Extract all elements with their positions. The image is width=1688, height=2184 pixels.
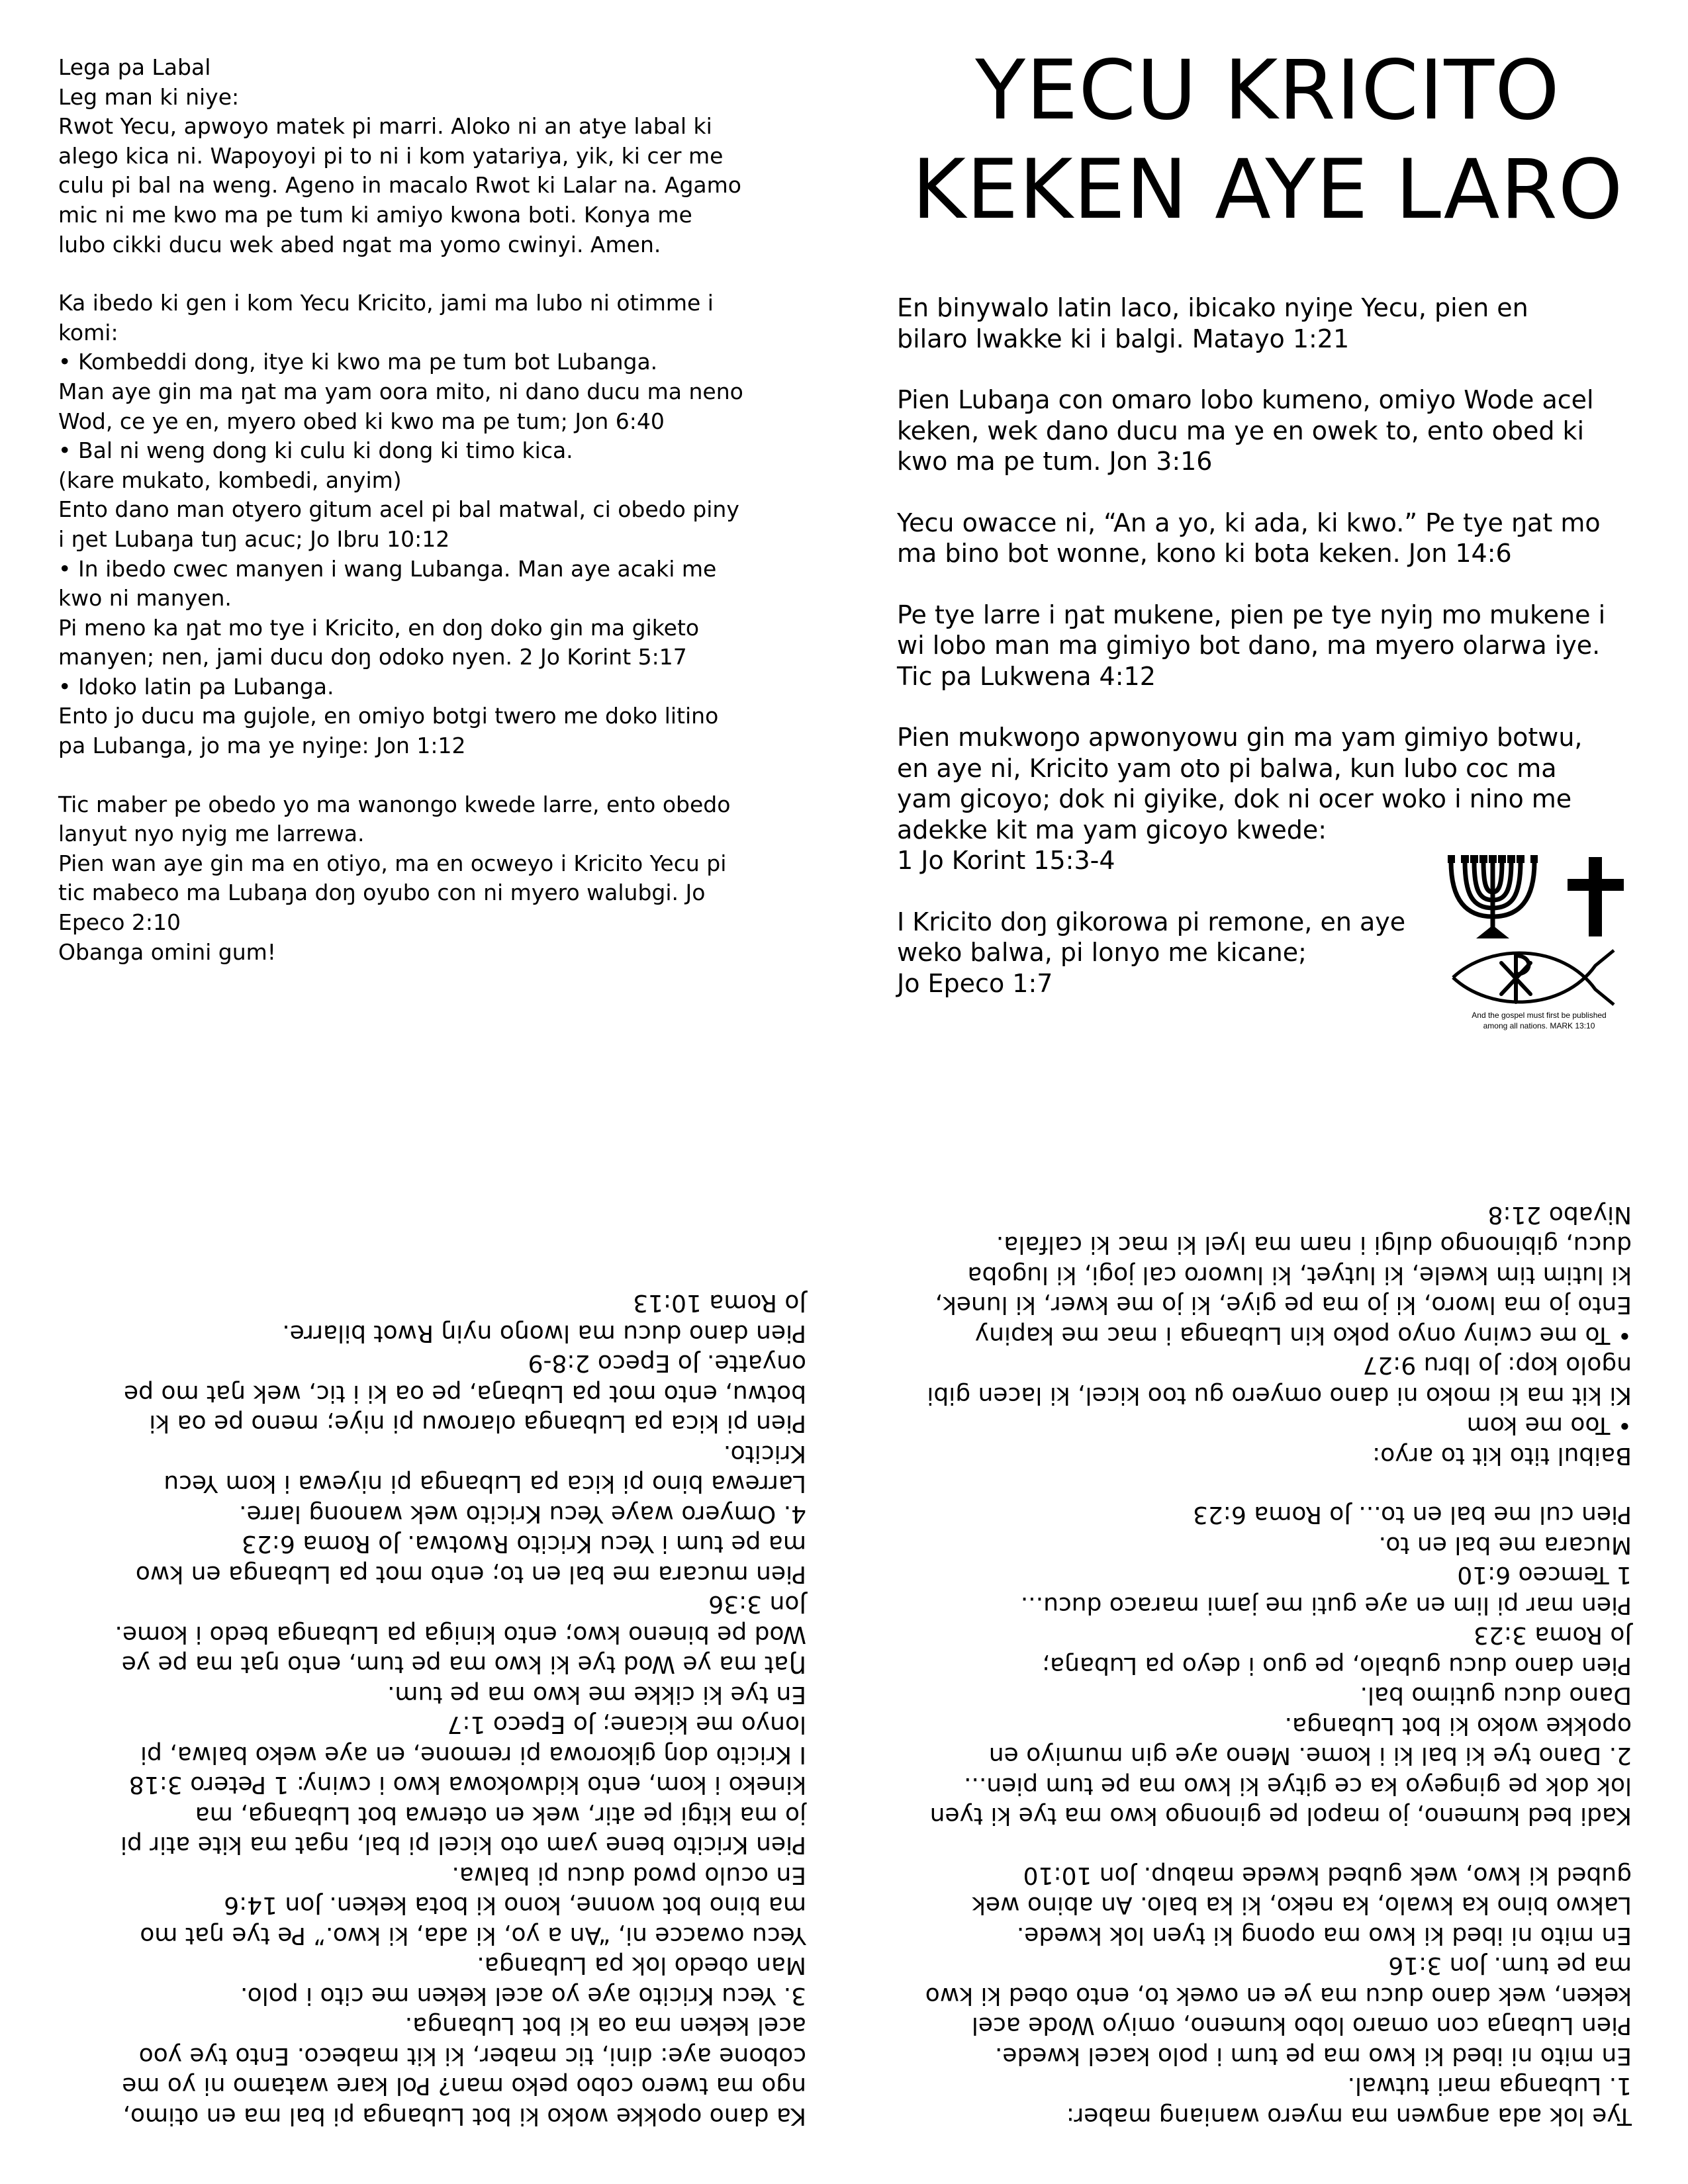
- truths-1-2-line: ngolo kop: Jo Ibru 9:27: [1362, 1351, 1632, 1379]
- truths-1-2-line: Pien Lubaŋa con omaro lobo kumeno, omiyo Wode acel: [971, 2012, 1632, 2040]
- verse-paragraph: [897, 600, 1638, 692]
- truths-3-4-line: I Kricito doŋ gikorowa pi remone, en aye weko balwa, pi: [140, 1741, 806, 1768]
- truths-1-2-line: Niyabo 21:8: [1487, 1201, 1632, 1228]
- verse-line: ma bino bot wonne, kono ki bota keken. Jon 14:6: [897, 539, 1512, 568]
- prayer-line: • Idoko latin pa Lubanga.: [58, 673, 334, 700]
- truths-3-4-line: acel keken ma oa ki bot Lubanga.: [404, 2012, 806, 2040]
- truths-3-4-line: Pien Kricito bene yam oto kicel pi bal, ngat ma kite atir pi: [120, 1831, 806, 1859]
- prayer-line: Rwot Yecu, apwoyo matek pi marri. Aloko ni an atye labal ki: [58, 113, 712, 140]
- verse-line: 1 Jo Korint 15:3-4: [897, 846, 1115, 875]
- truths-3-4-line: Jon 3:36: [708, 1590, 806, 1618]
- prayer-line: i ŋet Lubaŋa tuŋ acuc; Jo Ibru 10:12: [58, 525, 450, 552]
- prayer-line: • Bal ni weng dong ki culu ki dong ki timo kica.: [58, 437, 573, 464]
- truths-1-2-line: 1. Lubanga mari tutwal.: [1347, 2072, 1632, 2100]
- truths-1-2-line: 2. Dano tye ki bal ki i kome. Meno aye gin mumiyo en: [988, 1742, 1632, 1770]
- emblem-caption: [1446, 1010, 1632, 1031]
- title-line-1: YECU KRICITO: [975, 43, 1560, 138]
- truths-3-4-line: kineko i kom, ento kidwokowa kwo i cwiny: 1 Petero 3:18: [128, 1771, 806, 1799]
- prayer-line: culu pi bal na weng. Ageno in macalo Rwot ki Lalar na. Agamo: [58, 172, 741, 199]
- prayer-line: [58, 761, 806, 790]
- prayer-line: alego kica ni. Wapoyoyi pi to ni i kom yatariya, yik, ki cer me: [58, 142, 724, 169]
- truths-3-4-line: Yecu owacce ni, “An a yo, ki ada, ki kwo.” Pe tye ŋat mo: [140, 1922, 806, 1949]
- verse-line: bilaro lwakke ki i balgi. Matayo 1:21: [897, 324, 1350, 353]
- verse-line: Yecu owacce ni, “An a yo, ki ada, ki kwo.” Pe tye ŋat mo: [897, 508, 1601, 537]
- prayer-line: Ka ibedo ki gen i kom Yecu Kricito, jami ma lubo ni otimme i: [58, 290, 714, 316]
- ichthys-chi-rho-icon: [1450, 946, 1615, 1009]
- truths-1-2-line: lok dok pe gingeyo ka ce gitye ki kwo ma pe tum pien...: [963, 1772, 1632, 1799]
- truths-3-4-line: Ka dano opokke woko ki bot Lubanga pi bal ma en otimo,: [122, 2103, 806, 2130]
- truths-1-2-line: keken, wek dano ducu ma ye en owek to, ento obed ki kwo: [925, 1982, 1632, 2009]
- verse-line: Pien Lubaŋa con omaro lobo kumeno, omiyo Wode acel: [897, 385, 1594, 414]
- truths-1-2-line: Jo Roma 3:23: [1474, 1621, 1632, 1649]
- truths-3-4-line: Ŋat ma ye Wod tye ki kwo ma pe tum, ento ŋat ma pe ye: [121, 1651, 806, 1678]
- truths-3-4-line: botwu, ento mot pa Lubaŋa, pe oa ki i tic, wek ŋat mo pe: [124, 1380, 806, 1407]
- prayer-line: mic ni me kwo ma pe tum ki amiyo kwona boti. Konya me: [58, 201, 692, 228]
- verse-line: Pien mukwoŋo apwonyowu gin ma yam gimiyo botwu,: [897, 723, 1583, 752]
- truths-1-2-line: [897, 1471, 1632, 1500]
- verse-line: wi lobo man ma gimiyo bot dano, ma myero olarwa iye.: [897, 631, 1601, 660]
- prayer-line: (kare mukato, kombedi, anyim): [58, 467, 402, 493]
- verse-paragraph: [897, 508, 1638, 569]
- truths-1-2-line: Pien cul me bal en to... Jo Roma 6:23: [1192, 1501, 1632, 1529]
- truths-1-2-line: Ento jo ma lworo, ki jo ma pe giye, ki jo me kwer, ki lunek,: [935, 1291, 1632, 1319]
- truths-3-4-line: 4. Omyero waye Yecu Kricito wek wanong larre.: [239, 1500, 806, 1527]
- verse-line: yam gicoyo; dok ni giyike, dok ni ocer woko i nino me: [897, 784, 1572, 813]
- title-line-2: KEKEN AYE LARO: [912, 142, 1624, 238]
- truths-1-2-line: Lakwo bino ka kwalo, ka neko, ki ka balo. An abino wek: [972, 1891, 1632, 1919]
- prayer-line: pa Lubanga, jo ma ye nyiŋe: Jon 1:12: [58, 733, 466, 759]
- truths-1-2-line: Baibul tito kit to aryo:: [1372, 1442, 1632, 1469]
- verse-line: adekke kit ma yam gicoyo kwede:: [897, 815, 1327, 844]
- prayer-line: Man aye gin ma ŋat ma yam oora mito, ni dano ducu ma neno: [58, 378, 743, 404]
- prayer-line: • Kombeddi dong, itye ki kwo ma pe tum bot Lubanga.: [58, 349, 658, 375]
- prayer-line: Obanga omini gum!: [58, 938, 277, 965]
- christian-emblems: [1446, 854, 1632, 1046]
- prayer-line: manyen; nen, jami ducu doŋ odoko nyen. 2 Jo Korint 5:17: [58, 644, 687, 670]
- prayer-line: Wod, ce ye en, myero obed ki kwo ma pe tum; Jon 6:40: [58, 408, 665, 434]
- truths-1-2-line: Kadi bed kumeno, jo mapol pe ginongo kwo ma tye ki tyen: [929, 1802, 1632, 1830]
- truths-1-2-line: • To me cwiny onyo poko kin Lubanga i mac me kapiny: [974, 1322, 1632, 1349]
- truths-3-4-line: Jo Roma 10:13: [633, 1289, 806, 1317]
- prayer-line: lanyut nyo nyig me larrewa.: [58, 821, 365, 847]
- truths-3-4-line: Man obedo lok pa Lubanga.: [477, 1952, 806, 1979]
- truths-1-2-line: Mucara me bal en to.: [1378, 1531, 1632, 1559]
- prayer-line: kwo ni manyen.: [58, 585, 232, 612]
- gospel-truths-panel-1-2: [897, 1099, 1632, 2131]
- truths-1-2-line: Dano ducu gutimo bal.: [1360, 1682, 1632, 1709]
- prayer-line: Ento jo ducu ma gujole, en omiyo botgi twero me doko litino: [58, 703, 719, 729]
- verse-line: Pe tye larre i ŋat mukene, pien pe tye nyiŋ mo mukene i: [897, 600, 1606, 629]
- prayer-line: Leg man ki niye:: [58, 83, 240, 110]
- prayer-line: Lega pa Labal: [58, 54, 211, 80]
- verse-paragraph: [897, 385, 1638, 477]
- verse-paragraph: [897, 907, 1427, 999]
- truths-1-2-line: opokke woko ki bot Lubanga.: [1284, 1712, 1632, 1739]
- verse-paragraph: [897, 722, 1638, 876]
- verse-line: Jo Epeco 1:7: [897, 968, 1053, 998]
- truths-1-2-line: En mito ni ibed ki kwo ma opong ki tyen lok kwede.: [1016, 1922, 1632, 1949]
- truths-3-4-line: Pien pi kica pa Lubanga olarowu pi niye; meno pe oa ki: [149, 1410, 806, 1437]
- prayer-line: • In ibedo cwec manyen i wang Lubanga. Man aye acaki me: [58, 555, 717, 582]
- prayer-line: Ento dano man otyero gitum acel pi bal matwal, ci obedo piny: [58, 496, 739, 523]
- truths-1-2-line: ducu, gibinongo dulgi i nam ma lyel ki mac ki calfala.: [996, 1231, 1632, 1259]
- menorah-icon: [1446, 854, 1539, 940]
- truths-3-4-line: onyatte. Jo Epeco 2:8-9: [528, 1349, 806, 1377]
- emblem-caption-line-1: And the gospel must first be published: [1472, 1011, 1607, 1020]
- verse-line: I Kricito doŋ gikorowa pi remone, en aye: [897, 907, 1406, 936]
- gospel-truths-panel-3-4: [58, 1099, 806, 2131]
- truths-3-4-line: ngo ma twero cobo peko man? Pol kare watamo ni yo me: [122, 2072, 806, 2100]
- truths-3-4-line: Larrewa bino pi kica pa Lubanga pi niyewa i kom Yecu: [164, 1470, 806, 1498]
- truths-1-2-line: [897, 1831, 1632, 1860]
- verse-line: keken, wek dano ducu ma ye en owek to, ento obed ki: [897, 416, 1585, 445]
- prayer-line: lubo cikki ducu wek abed ngat ma yomo cwinyi. Amen.: [58, 231, 661, 257]
- truths-1-2-line: Ki kit ma ki moko ni dano omyero gu too kicel, ki lacen gibi: [927, 1382, 1632, 1409]
- truths-1-2-line: En mito ni ibed ki kwo ma pe tum i polo kacel kwede.: [994, 2042, 1632, 2070]
- truths-3-4-line: En tye ki cikke me kwo ma pe tum.: [387, 1681, 806, 1708]
- truths-3-4-line: jo ma kitgi pe atir, wek en oterwa bot Lubanga, ma: [195, 1801, 806, 1829]
- truths-3-4-line: cobone aye: dini, tic maber, ki kit mabeco. Ento tye yoo: [138, 2042, 806, 2070]
- truths-1-2-line: ma pe tum. Jon 3:16: [1388, 1952, 1632, 1979]
- prayer-line: komi:: [58, 319, 118, 345]
- prayer-line: Tic maber pe obedo yo ma wanongo kwede larre, ento obedo: [58, 791, 731, 817]
- page-title: [897, 41, 1638, 240]
- truths-3-4-line: Pien dano ducu ma lwoŋo nyiŋ Rwot bilarre.: [282, 1320, 806, 1347]
- truths-1-2-line: Pien dano ducu gubalo, pe guo i deyo pa Lubaŋa;: [1041, 1652, 1632, 1679]
- verse-line: kwo ma pe tum. Jon 3:16: [897, 447, 1213, 476]
- truths-3-4-line: lonyo me kicane; Jo Epeco 1:7: [447, 1711, 806, 1739]
- truths-3-4-line: Pien mucara me bal en to; ento mot pa Lubanga en kwo: [135, 1561, 806, 1588]
- truths-3-4-line: 3. Yecu Kricito aye yo acel keken me cito i polo.: [240, 1982, 806, 2009]
- prayer-line: tic mabeco ma Lubaŋa doŋ oyubo con ni myero walubgi. Jo: [58, 880, 706, 906]
- verse-paragraph: [897, 293, 1638, 354]
- verse-line: weko balwa, pi lonyo me kicane;: [897, 938, 1307, 967]
- truths-1-2-line: ki lutim tim kwele, ki lutyet, ki luworo cal jogi, ki lugoba: [967, 1261, 1632, 1289]
- truths-1-2-line: Pien mar pi lim en aye guti me jami maraco ducu...: [1020, 1592, 1632, 1619]
- verse-line: En binywalo latin laco, ibicako nyiŋe Yecu, pien en: [897, 293, 1528, 322]
- truths-1-2-line: 1 Temceo 6:10: [1457, 1561, 1632, 1589]
- truths-3-4-line: Wod pe bineno kwo; ento kiniga pa Lubanga bedo i kome.: [115, 1621, 806, 1648]
- verse-line: Tic pa Lukwena 4:12: [897, 661, 1156, 691]
- truths-3-4-line: En oculo pwod ducu pi balwa.: [451, 1862, 806, 1889]
- emblem-caption-line-2: among all nations. MARK 13:10: [1483, 1021, 1595, 1030]
- cross-icon: [1564, 854, 1627, 940]
- truths-3-4-line: ma pe tum i Yecu Kricito Rwotwa. Jo Roma 6:23: [241, 1530, 806, 1558]
- verse-line: en aye ni, Kricito yam oto pi balwa, kun lubo coc ma: [897, 753, 1557, 783]
- truths-1-2-line: gubed ki kwo, wek gubed kwede mabup. Jon 10:10: [1023, 1862, 1632, 1889]
- truths-3-4-line: Kricito.: [723, 1440, 806, 1467]
- truths-1-2-line: Tye lok ada angwen ma myero waniang maber:: [1066, 2103, 1632, 2130]
- prayer-line: Epeco 2:10: [58, 909, 181, 936]
- prayer-line: Pien wan aye gin ma en otiyo, ma en ocweyo i Kricito Yecu pi: [58, 850, 727, 876]
- prayer-line: [58, 259, 806, 289]
- truths-3-4-line: ma bino bot wonne, kono ki bota keken. Jon 14:6: [224, 1891, 806, 1919]
- prayer-line: Pi meno ka ŋat mo tye i Kricito, en doŋ doko gin ma giketo: [58, 614, 700, 641]
- prayer-panel: [58, 53, 806, 967]
- truths-1-2-line: • Too me kom: [1466, 1412, 1632, 1439]
